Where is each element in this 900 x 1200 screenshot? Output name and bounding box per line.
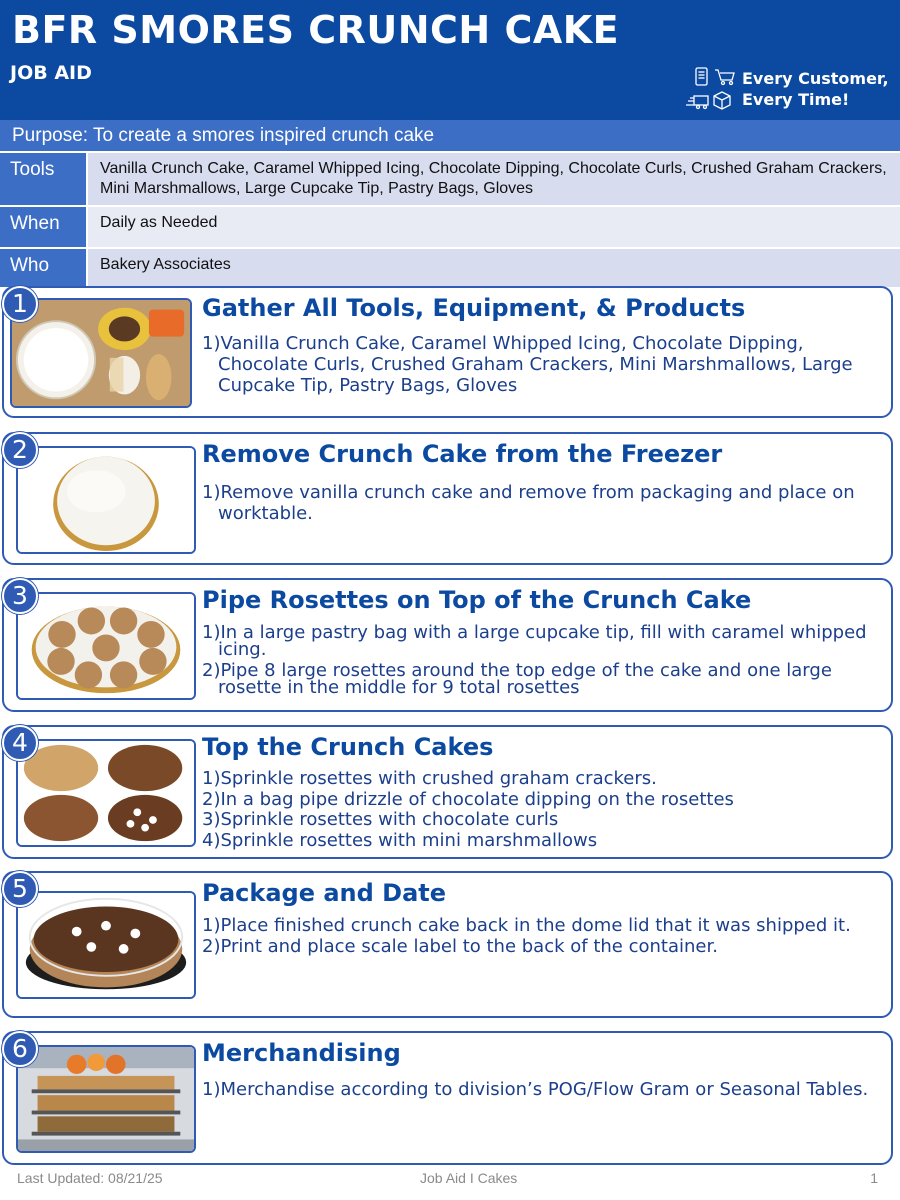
step-2-number: 2 (2, 432, 38, 468)
purpose-bar: Purpose: To create a smores inspired crunch cake (0, 120, 900, 151)
when-label: When (0, 207, 86, 247)
step-5-line-1: 1)Place finished crunch cake back in the dome lid that it was shipped it. (202, 915, 851, 936)
tagline-line-1: Every Customer, (742, 69, 889, 88)
delivery-truck-icon (686, 96, 708, 109)
cart-icon (715, 70, 734, 85)
footer-page-number: 1 (870, 1170, 878, 1186)
tools-value: Vanilla Crunch Cake, Caramel Whipped Icing, Chocolate Dipping, Chocolate Curls, Crushed Graham Crackers, Mini Marshmallows, Large Cupcake Tip, Pastry Bags, Gloves (88, 153, 900, 205)
step-6-line-1: 1)Merchandise according to division’s POG/Flow Gram or Seasonal Tables. (202, 1079, 869, 1100)
who-label: Who (0, 249, 86, 287)
step-2-photo (16, 446, 196, 554)
step-card-3 (2, 578, 893, 712)
step-6-instructions (202, 1079, 881, 1100)
info-row-when (0, 207, 900, 247)
step-3-instructions (202, 624, 881, 696)
step-4-line-1: 1)Sprinkle rosettes with crushed graham crackers. (202, 768, 657, 789)
step-card-2 (2, 432, 893, 565)
step-3-line-1: 1)In a large pastry bag with a large cupcake tip, fill with caramel whipped icing. (202, 622, 867, 660)
step-1-number: 1 (2, 286, 38, 322)
step-6-title: Merchandising (202, 1039, 401, 1067)
step-3-line-2: 2)Pipe 8 large rosettes around the top edge of the cake and one large rosette in the middle for 9 total rosettes (202, 660, 832, 698)
tagline-line-2: Every Time! (742, 90, 850, 109)
step-5-number: 5 (2, 871, 38, 907)
step-4-line-4: 4)Sprinkle rosettes with mini marshmallows (202, 829, 598, 851)
tools-label: Tools (0, 153, 86, 205)
footer-section: Job Aid I Cakes (420, 1170, 518, 1186)
step-5-title: Package and Date (202, 879, 447, 907)
info-row-who (0, 249, 900, 287)
step-3-photo (16, 592, 196, 700)
step-5-line-2: 2)Print and place scale label to the back of the container. (202, 936, 718, 957)
header-banner (0, 0, 900, 120)
when-value: Daily as Needed (88, 207, 900, 247)
step-3-title: Pipe Rosettes on Top of the Crunch Cake (202, 586, 752, 614)
tagline-icons (684, 66, 744, 116)
step-card-4 (2, 725, 893, 859)
page-subtitle: JOB AID (10, 62, 92, 84)
step-2-line-1: 1)Remove vanilla crunch cake and remove from packaging and place on worktable. (202, 482, 855, 524)
footer-last-updated: Last Updated: 08/21/25 (17, 1170, 163, 1186)
step-4-photo (16, 739, 196, 847)
step-4-instructions (202, 769, 881, 851)
info-row-tools (0, 153, 900, 205)
page-title: BFR SMORES CRUNCH CAKE (12, 8, 620, 52)
step-5-instructions (202, 917, 881, 955)
step-card-1 (2, 286, 893, 418)
step-4-number: 4 (2, 725, 38, 761)
footer (0, 1170, 900, 1190)
step-1-instructions (202, 333, 881, 396)
who-value: Bakery Associates (88, 249, 900, 287)
step-4-line-2: 2)In a bag pipe drizzle of chocolate dipping on the rosettes (202, 788, 734, 810)
step-2-title: Remove Crunch Cake from the Freezer (202, 440, 723, 468)
step-6-number: 6 (2, 1031, 38, 1067)
tagline (684, 66, 894, 116)
phone-icon (696, 68, 707, 85)
step-2-instructions (202, 482, 881, 524)
package-icon (714, 92, 730, 109)
tagline-text (742, 68, 889, 110)
step-1-line-1: 1)Vanilla Crunch Cake, Caramel Whipped Icing, Chocolate Dipping, Chocolate Curls, Crushed Graham Crackers, Mini Marshmallows, Large Cupcake Tip, Pastry Bags, Gloves (202, 333, 853, 396)
step-3-number: 3 (2, 578, 38, 614)
step-card-5 (2, 871, 893, 1018)
step-6-photo (16, 1045, 196, 1153)
step-4-title: Top the Crunch Cakes (202, 733, 494, 761)
step-4-line-3: 3)Sprinkle rosettes with chocolate curls (202, 809, 559, 830)
step-1-photo (10, 298, 192, 408)
step-1-title: Gather All Tools, Equipment, & Products (202, 294, 746, 322)
step-5-photo (16, 891, 196, 999)
step-card-6 (2, 1031, 893, 1165)
